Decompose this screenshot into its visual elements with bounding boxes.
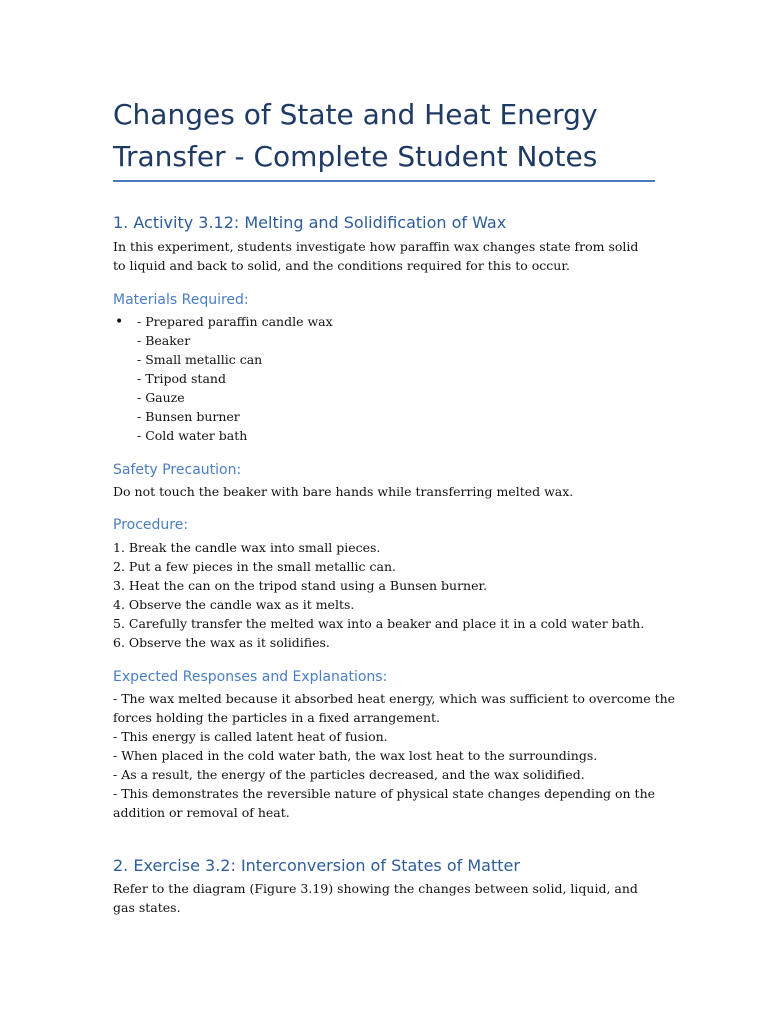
list-item: - Gauze <box>137 390 185 405</box>
materials-list <box>137 312 333 445</box>
responses-list <box>113 689 675 822</box>
list-item: - Beaker <box>137 333 191 348</box>
list-item: - When placed in the cold water bath, the wax lost heat to the surroundings. <box>113 748 598 763</box>
list-item: - This energy is called latent heat of fusion. <box>113 729 388 744</box>
list-item: - As a result, the energy of the particles decreased, and the wax solidified. <box>113 767 585 782</box>
list-item: - The wax melted because it absorbed heat energy, which was sufficient to overcome the <box>113 691 676 706</box>
list-item: - Tripod stand <box>137 371 226 386</box>
list-item: - Bunsen burner <box>137 409 240 424</box>
safety-text: Do not touch the beaker with bare hands while transferring melted wax. <box>113 484 574 499</box>
procedure-heading: Procedure: <box>113 517 189 533</box>
responses-heading: Expected Responses and Explanations: <box>113 669 388 685</box>
list-item: 6. Observe the wax as it solidifies. <box>113 635 330 650</box>
list-item: 5. Carefully transfer the melted wax into a beaker and place it in a cold water bath. <box>113 616 645 631</box>
section-1-heading: 1. Activity 3.12: Melting and Solidification of Wax <box>113 213 507 232</box>
section-2-heading: 2. Exercise 3.2: Interconversion of States of Matter <box>113 856 520 875</box>
section-1-intro: In this experiment, students investigate how paraffin wax changes state from solid to liquid and back to solid, and the conditions required for this to occur. <box>113 239 639 273</box>
list-item: forces holding the particles in a fixed arrangement. <box>113 710 441 725</box>
procedure-list <box>113 538 644 652</box>
safety-heading: Safety Precaution: <box>113 462 242 478</box>
list-item: - This demonstrates the reversible nature of physical state changes depending on the <box>113 786 656 801</box>
list-item: 3. Heat the can on the tripod stand using a Bunsen burner. <box>113 578 488 593</box>
materials-heading: Materials Required: <box>113 292 249 308</box>
list-item: 4. Observe the candle wax as it melts. <box>113 597 355 612</box>
bullet-icon: • <box>115 314 124 330</box>
list-item: addition or removal of heat. <box>113 805 290 820</box>
list-item: 1. Break the candle wax into small pieces. <box>113 540 381 555</box>
title-underline <box>113 180 655 182</box>
section-2-intro: Refer to the diagram (Figure 3.19) showing the changes between solid, liquid, and gas states. <box>113 881 638 915</box>
list-item: 2. Put a few pieces in the small metallic can. <box>113 559 396 574</box>
document-title: Changes of State and Heat Energy Transfer - Complete Student Notes <box>113 98 598 173</box>
list-item: - Small metallic can <box>137 352 263 367</box>
list-item: - Cold water bath <box>137 428 248 443</box>
list-item: - Prepared paraffin candle wax <box>137 314 333 329</box>
